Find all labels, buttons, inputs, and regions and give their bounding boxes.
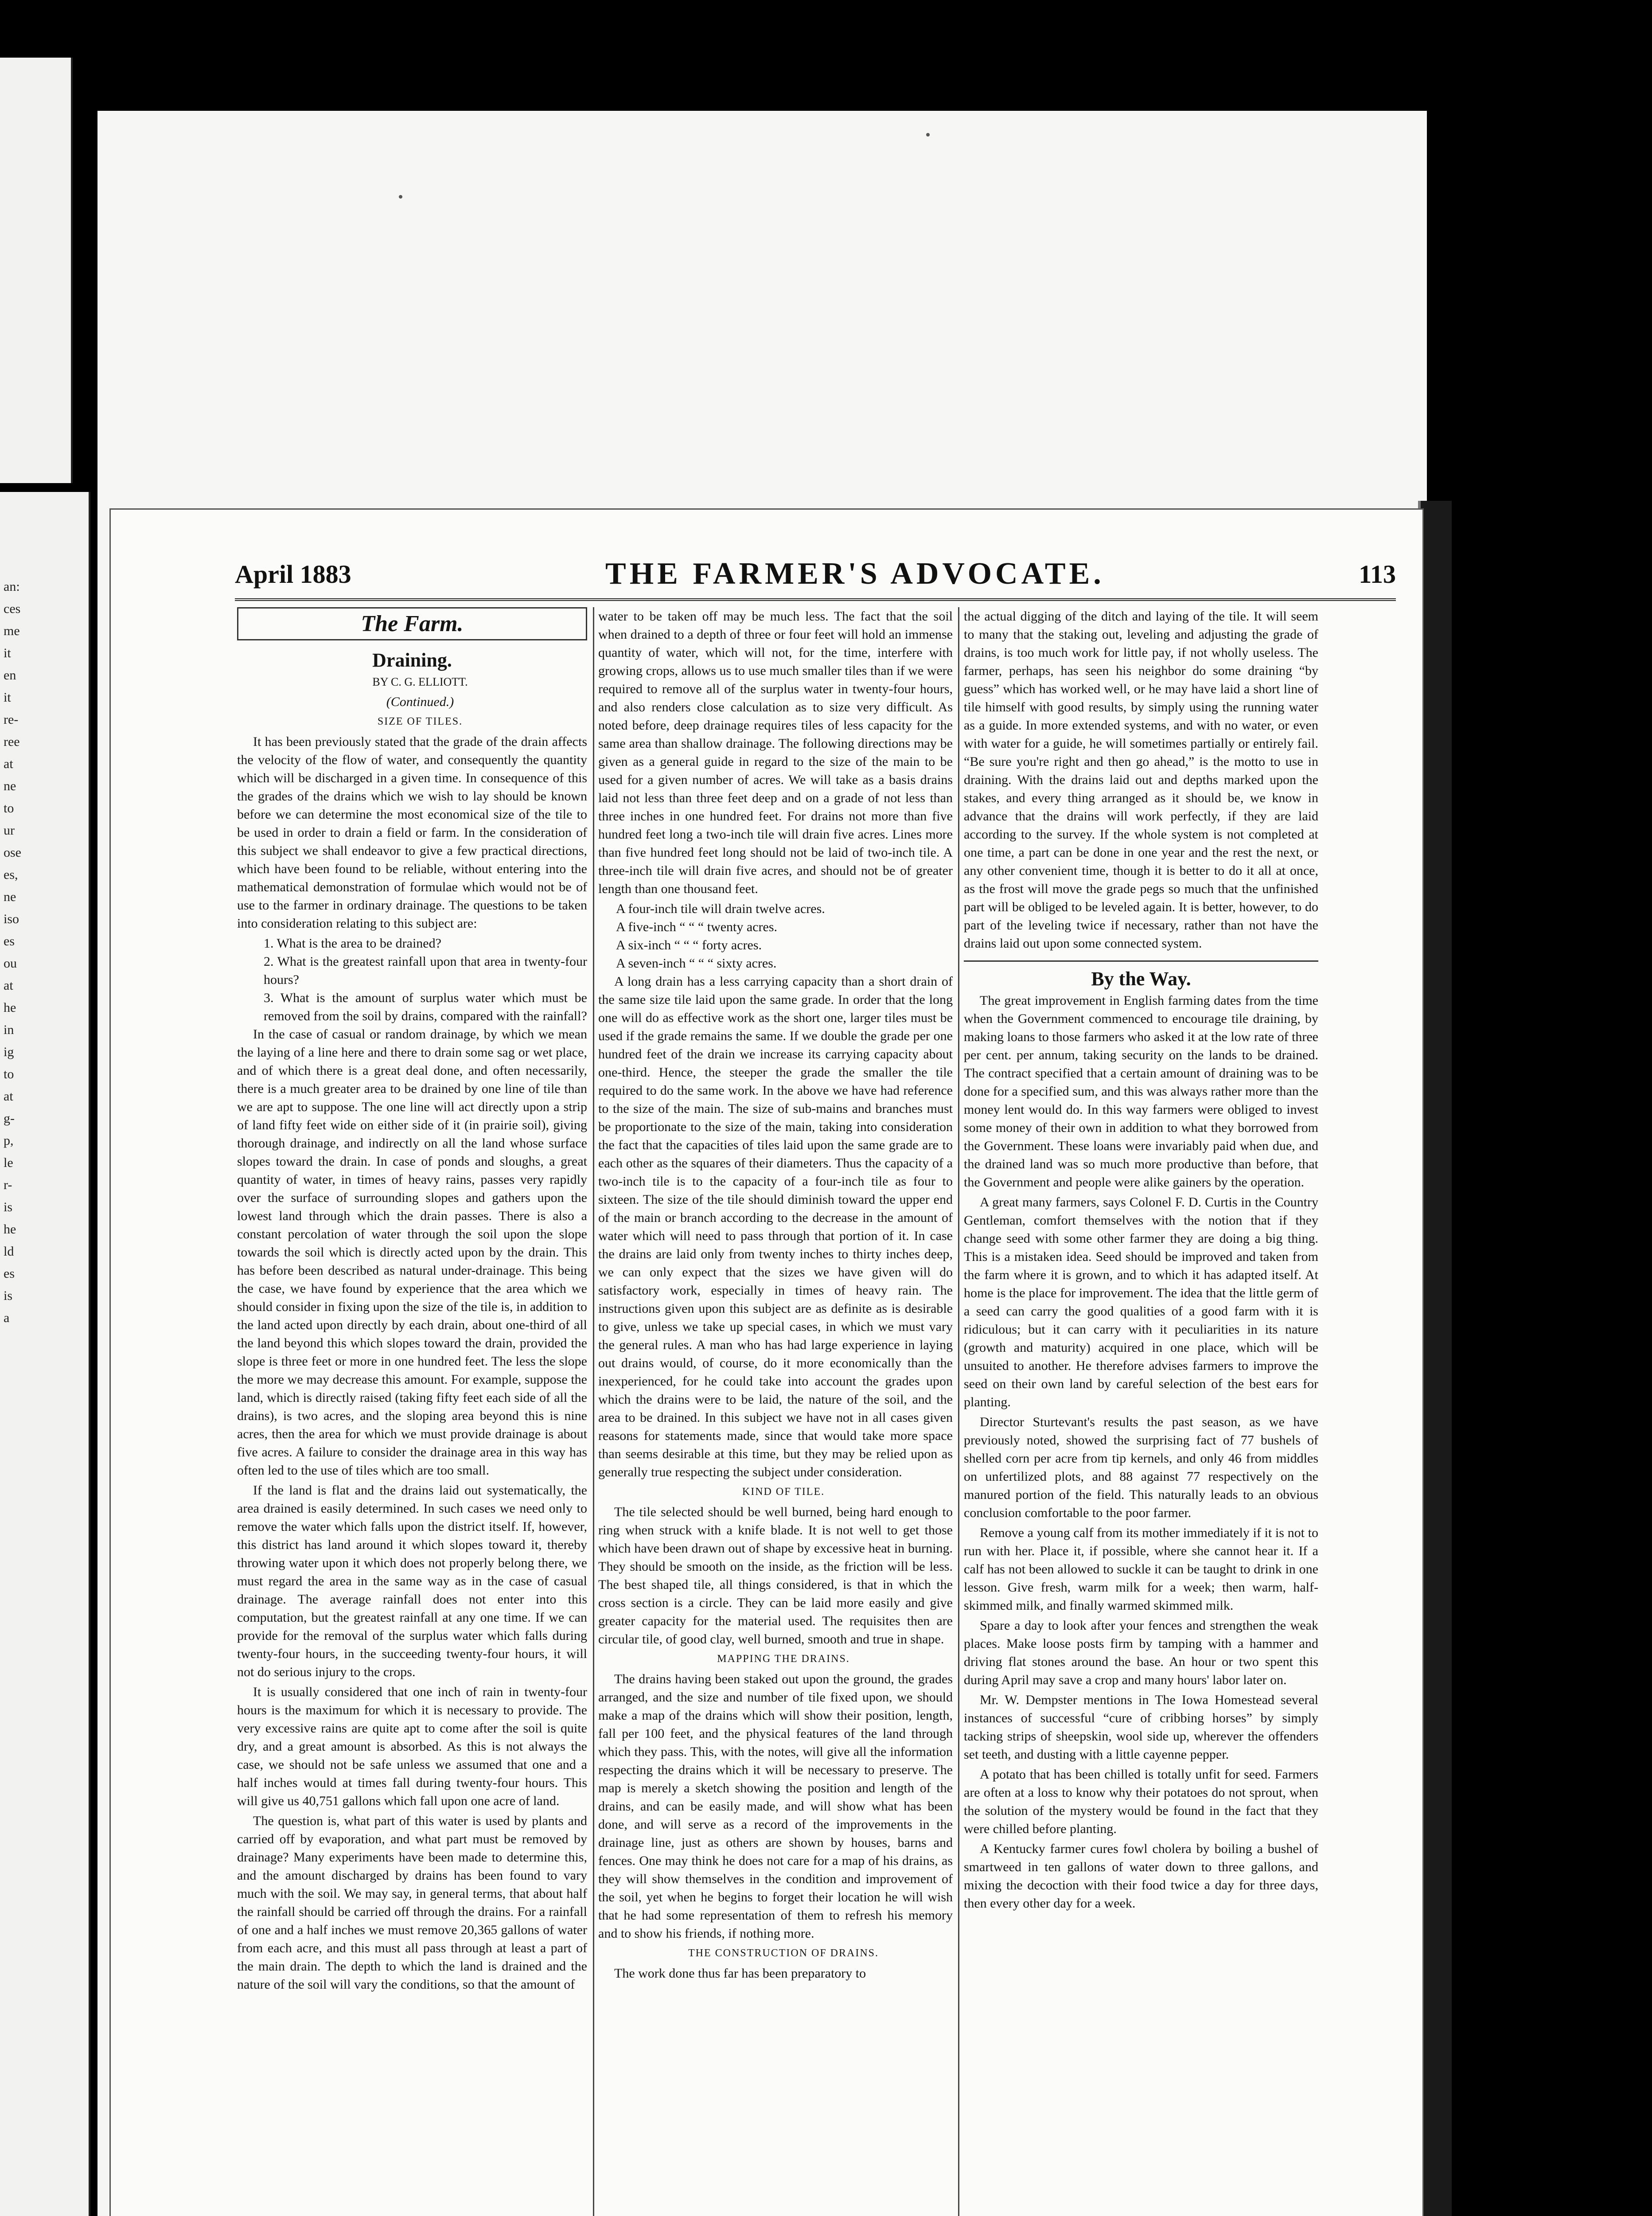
previous-page-text-fragment: r- (4, 1178, 12, 1192)
paragraph: The question is, what part of this water is used by plants and carried off by evaporation, and what part must be removed by drainage? Many experiments have been made to determine this, and the amount discharged by drains has been found to vary much with the soil. We may say, in general terms, that about half the rainfall should be carried off through the drains. For a rainfall of one and a half inches we must remove 20,365 gallons of water from each acre, and this must all pass through at least a part of the main drain. The depth to which the land is drained and the nature of the soil will vary the conditions, so that the amount of (237, 1814, 587, 1992)
previous-page-top-edge (0, 58, 73, 483)
paragraph: the actual digging of the ditch and laying of the tile. It will seem to many that the staking out, leveling and adjusting the grade of drains, is too much work for little pay, if not wholly useless. The farmer, perhaps, has seen his neighbor do some draining “by guess” which has worked well, or he may have laid a short line of tile himself with good results, by simply using the running water as a guide. In more extended systems, and with no water, or even with water for a guide, he will sometimes partially or entirely fail. “Be sure you're right and then go ahead,” is the motto to use in draining. With the drains laid out and depths marked upon the stakes, and every thing arranged as it should be, we know in advance that the drains will work perfectly, if they are laid according to the survey. If the whole system is not completed at one time, a part can be done in one year and the rest the next, or any other convenient time, though it is better to do it all at once, as the frost will move the grade pegs so much that the unfinished part will be obliged to be leveled again. It is better, however, to do part of the leveling twice if necessary, rather than not have the drains laid out upon some connected system. (964, 609, 1318, 951)
previous-page-text-fragment: he (4, 1222, 16, 1237)
question-list (237, 934, 587, 1025)
previous-page-text-fragment: it (4, 646, 11, 660)
paragraph: The work done thus far has been preparatory to (614, 1966, 866, 1981)
paragraph: A Kentucky farmer cures fowl cholera by boiling a bushel of smartweed in ten gallons of water down to three gallons, and mixing the decoction with their food twice a day for three days, then every other day for a week. (964, 1841, 1318, 1911)
previous-page-text-fragment: g- (4, 1111, 15, 1126)
department-heading: The Farm. (237, 607, 587, 640)
paragraph: Spare a day to look after your fences and strengthen the weak places. Make loose posts firm by tamping with a hammer and driving flat stones around the base. An hour or two spent this during April may save a crop and many hours' labor later on. (964, 1618, 1318, 1687)
article-headline: By the Way. (1091, 968, 1191, 990)
previous-page-text-fragment: ces (4, 601, 21, 616)
previous-page-text-fragment: ld (4, 1244, 14, 1259)
list-item: 1. What is the area to be drained? (264, 936, 441, 951)
byline: BY C. G. ELLIOTT. (372, 675, 468, 688)
paragraph: A long drain has a less carrying capacity than a short drain of the same size tile laid upon the same grade. In order that the long one will do as effective work as the short one, larger tiles must be used if the grade remains the same. If we double the grade per one hundred feet of the drain we increase its carrying capacity about one-third. Hence, the steeper the grade the smaller the tile required to do the same work. In the above we have had reference to the size of the main. The size of sub-mains and branches must be proportionate to the size of the main, taking into consideration the fact that the capacities of tiles laid upon the same grade are to each other as the squares of their diameters. Thus the capacity of a two-inch tile is to the capacity of a four-inch tile as four to sixteen. The size of the tile should diminish toward the upper end of the main or branch according to the decrease in the amount of water which will need to pass through that portion of it. In case the drains are laid only from twenty inches to thirty inches deep, we can only expect that the sizes we have given will do satisfactory work, especially in times of heavy rain. The instructions given upon this subject are as definite as is desirable to give, unless we take up special cases, in which we must vary the general rules. A man who has had large experience in laying out drains would, of course, do it more economically than the inexperienced, for he could take into account the grades upon which the drains were to be laid, the nature of the soil, and the area to be drained. In this subject we have not in all cases given reasons for statements made, since that would take more space than seems desirable at this time, but they may be relied upon as generally true respecting the subject under consideration. (598, 974, 953, 1479)
previous-page-text-fragment: ig (4, 1045, 14, 1059)
previous-page-edge (0, 492, 90, 2216)
previous-page-text-fragment: ose (4, 845, 21, 860)
paragraph: A potato that has been chilled is totally unfit for seed. Farmers are often at a loss to know why their potatoes do not sprout, when the solution of the mystery would be found in the fact that they were chilled before planting. (964, 1767, 1318, 1836)
column-2 (598, 607, 953, 1984)
section-subhead: THE CONSTRUCTION OF DRAINS. (688, 1947, 879, 1959)
paragraph: Mr. W. Dempster mentions in The Iowa Homestead several instances of successful “cure of cribbing horses” by simply tacking strips of sheepskin, wool side up, wherever the offenders set teeth, and dusting with a little cayenne pepper. (964, 1693, 1318, 1762)
article-headline: Draining. (372, 649, 452, 671)
previous-page-text-fragment: me (4, 624, 20, 638)
paragraph: The great improvement in English farming dates from the time when the Government commenced to encourage tile draining, by making loans to those farmers who asked it at the low rate of three per cent. per annum, taking security on the lands to be drained. The contract specified that a certain amount of draining was to be done for a specified sum, and this was always rather more than the money lent would do. In this way farmers were obliged to invest some money of their own in addition to what they borrowed from the Government. These loans were invariably paid when due, and the drained land was so much more productive than before, that the Government and people were alike gainers by the operation. (964, 993, 1318, 1190)
list-item: A seven-inch “ “ “ sixty acres. (616, 956, 777, 971)
list-item: A four-inch tile will drain twelve acres. (616, 901, 825, 916)
previous-page-text-fragment: es (4, 1266, 15, 1281)
masthead (235, 550, 1396, 601)
binding-spine (1418, 501, 1452, 2216)
previous-page-text-fragment: es (4, 934, 15, 948)
paragraph: The tile selected should be well burned, being hard enough to ring when struck with a knife blade. It is not well to get those which have been drawn out of shape by excessive heat in burning. They should be smooth on the inside, as the friction will be less. The best shaped tile, all things considered, is that in which the cross section is a circle. They can be laid more easily and give greater capacity for the material used. The requisites then are circular tile, of good clay, well burned, smooth and true in shape. (598, 1505, 953, 1646)
paper-speck (399, 195, 402, 199)
previous-page-text-fragment: he (4, 1000, 16, 1015)
previous-page-text-fragment: ne (4, 890, 16, 904)
previous-page-text-fragment: a (4, 1311, 10, 1325)
paragraph: Remove a young calf from its mother immediately if it is not to run with her. Place it, if possible, where she cannot hear it. If a calf has not been allowed to suckle it can be taught to drink in one lesson. Give fresh, warm milk for a week; then warm, half-skimmed milk, and finally warmed skimmed milk. (964, 1525, 1318, 1613)
tile-capacity-list (598, 900, 953, 972)
previous-page-text-fragment: to (4, 1067, 14, 1081)
list-item: A five-inch “ “ “ twenty acres. (616, 920, 777, 934)
section-subhead: KIND OF TILE. (742, 1486, 825, 1498)
previous-page-text-fragment: at (4, 978, 13, 993)
previous-page-text-fragment: p, (4, 1133, 14, 1148)
page-number: 113 (1359, 559, 1396, 589)
paragraph: Director Sturtevant's results the past season, as we have previously noted, showed the surprising fact of 77 bushels of shelled corn per acre from tip kernels, and only 46 from middles on unfertilized plots, and 88 against 77 respectively on the manured portion of the field. This naturally leads to an obvious conclusion comfortable to the poor farmer. (964, 1415, 1318, 1520)
paragraph: A great many farmers, says Colonel F. D. Curtis in the Country Gentleman, comfort themselves with the notion that if they change seed with some other farmer they are doing a big thing. This is a mistaken idea. Seed should be improved and taken from the farm where it is grown, and to which it has adapted itself. At home is the place for improvement. The idea that the little germ of a seed can carry the good qualities of a good farm with it is ridiculous; but it can carry with it peculiarities in its nature (growth and maturity) acquired in one place, which will be unsuited to another. He therefore advises farmers to improve the seed on their own land by careful selection of the best ears for planting. (964, 1195, 1318, 1409)
previous-page-text-fragment: iso (4, 912, 19, 926)
column-3 (964, 607, 1318, 1914)
previous-page-text-fragment: ur (4, 823, 15, 838)
section-subhead: SIZE OF TILES. (377, 716, 463, 727)
previous-page-text-fragment: es, (4, 867, 18, 882)
column-1 (237, 607, 587, 1995)
paper-speck (926, 133, 930, 137)
previous-page-text-fragment: at (4, 757, 13, 771)
previous-page-text-fragment: an: (4, 579, 20, 594)
list-item: 2. What is the greatest rainfall upon that area in twenty-four hours? (264, 954, 587, 987)
previous-page-text-fragment: is (4, 1200, 13, 1214)
column-rule (593, 607, 594, 2216)
column-rule (958, 607, 959, 2216)
paragraph: The drains having been staked out upon the ground, the grades arranged, and the size and number of tile fixed upon, we should make a map of the drains which will show their position, length, fall per 100 feet, and the physical features of the land through which they pass. This, with the notes, will give all the information respecting the drains which it will be necessary to preserve. The map is merely a sketch showing the position and length of the drains, and can be easily made, and will show what has been done, and will serve as a record of the improvements in the drainage line, just as others are shown by houses, barns and fences. One may think he does not care for a map of his drains, as they will show themselves in the condition and improvement of the soil, yet when he begins to forget their location he will wish that he had some representation of them to refresh his memory and to show his friends, if nothing more. (598, 1672, 953, 1941)
previous-page-text-fragment: en (4, 668, 16, 683)
paragraph: water to be taken off may be much less. The fact that the soil when drained to a depth of three or four feet will hold an immense quantity of water, which will not, for the time, interfere with growing crops, allows us to use much smaller tiles than if we were required to remove all of the surplus water in twenty-four hours, and also renders close calculation as to size very difficult. As noted before, deep drainage requires tiles of less capacity for the same area than shallow drainage. The following directions may be given as a general guide in regard to the size of the main to be used for a given number of acres. We will take as a basis drains laid not less than three feet deep and on a grade of not less than three inches in one hundred feet. For drains not more than five hundred feet long a two-inch tile will drain five acres. Lines more than five hundred feet long should not be laid of two-inch tile. A three-inch tile will drain five acres, and should not be of greater length than one thousand feet. (598, 609, 953, 896)
previous-page-text-fragment: le (4, 1155, 13, 1170)
previous-page-text-fragment: re- (4, 712, 19, 727)
previous-page-text-fragment: at (4, 1089, 13, 1104)
continued-note: (Continued.) (386, 694, 454, 709)
list-item: 3. What is the amount of surplus water which must be removed from the soil by drains, compared with the rainfall? (264, 991, 587, 1023)
paragraph: It has been previously stated that the grade of the drain affects the velocity of the flow of water, and consequently the quantity which will be discharged in a given time. In consequence of this the grades of the drains which we wish to lay should be known before we can determine the most economical size of the tile to be used in order to drain a field or farm. In the consideration of this subject we shall endeavor to give a few practical directions, which have been found to be reliable, without entering into the mathematical demonstration of formulae which would not be of use to the farmer in ordinary drainage. The questions to be taken into consideration relating to this subject are: (237, 734, 587, 931)
previous-page-text-fragment: in (4, 1022, 14, 1037)
newspaper-page (111, 510, 1422, 2216)
issue-date: April 1883 (235, 559, 351, 589)
previous-page-text-fragment: to (4, 801, 14, 815)
paragraph: In the case of casual or random drainage, by which we mean the laying of a line here and there to drain some sag or wet place, and of which there is a great deal done, and often necessarily, there is a much greater area to be drained by one line of tile than we are apt to suppose. The one line will act directly upon a strip of land fifty feet wide on either side of it (in prairie soil), giving thorough drainage, and indirectly on all the land whose surface slopes toward the drain. In case of ponds and sloughs, a great quantity of water, in times of heavy rains, passes very rapidly over the surface of surrounding slopes and gathers upon the lowest land through which the drain passes. There is also a constant percolation of water through the soil upon the slope towards the soil which is directly acted upon by the drain. This has before been described as natural under-drainage. This being the case, we have found by experience that the area which we should consider in fixing upon the size of the tile is, in addition to the land acted upon directly by each drain, about one-third of all the land beyond this which slopes toward the drain, provided the slope is three feet or more in one hundred feet. The less the slope the more we may decrease this amount. For example, suppose the land, which is directly raised (taking fifty feet each side of all the drains), is two acres, and the sloping area beyond this is nine acres, then the area for which we must provide drainage is about five acres. A failure to consider the drainage area in this way has often led to the use of tiles which are too small. (237, 1027, 587, 1478)
paragraph: It is usually considered that one inch of rain in twenty-four hours is the maximum for which it is necessary to provide. The very excessive rains are quite apt to come after the soil is quite dry, and a great amount is absorbed. As this is not always the case, we should not be safe unless we assumed that one and a half inches would at times fall during twenty-four hours. This will give us 40,751 gallons which fall upon one acre of land. (237, 1685, 587, 1808)
publication-title: THE FARMER'S ADVOCATE. (605, 557, 1105, 591)
list-item: A six-inch “ “ “ forty acres. (616, 938, 762, 952)
previous-page-text-fragment: it (4, 690, 11, 705)
previous-page-text-fragment: ou (4, 956, 17, 971)
paragraph: If the land is flat and the drains laid out systematically, the area drained is easily determined. In such cases we need only to remove the water which falls upon the district itself. If, however, this district has land around it which slopes toward it, thereby throwing water upon it which does not properly belong there, we must regard the area in the same way as in the case of casual drainage. The average rainfall does not enter into this computation, but the greatest rainfall at any one time. If we can provide for the removal of the surplus water which falls during twenty-four hours, in the succeeding twenty-four hours, it will not do serious injury to the crops. (237, 1483, 587, 1679)
section-subhead: MAPPING THE DRAINS. (717, 1653, 850, 1665)
previous-page-text-fragment: ree (4, 734, 20, 749)
divider (964, 960, 1318, 962)
previous-page-text-fragment: is (4, 1288, 13, 1303)
previous-page-text-fragment: ne (4, 779, 16, 793)
